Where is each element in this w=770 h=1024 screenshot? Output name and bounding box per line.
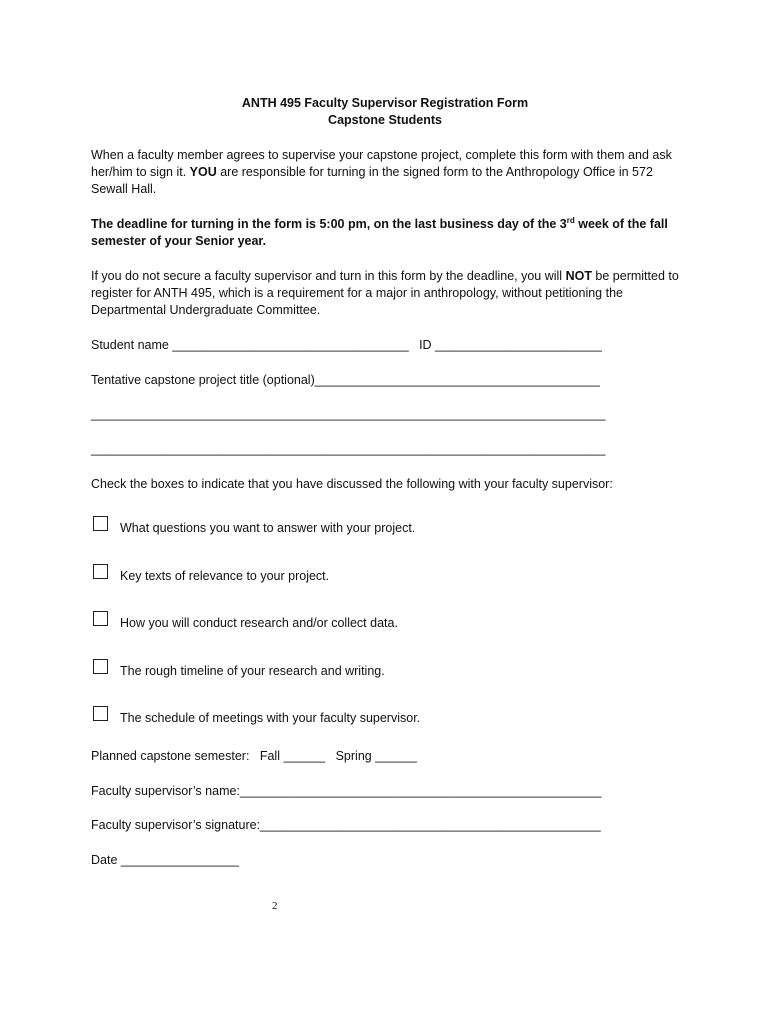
supervisor-name-field[interactable]: Faculty supervisor’s name:____________________________________________________ (91, 784, 602, 798)
checkbox-meetings[interactable] (93, 706, 108, 721)
form-subtitle: Capstone Students (328, 113, 442, 127)
checkbox-key-texts[interactable] (93, 564, 108, 579)
checkbox-timeline[interactable] (93, 659, 108, 674)
supervisor-signature-field[interactable]: Faculty supervisor’s signature:_________________________________________________ (91, 818, 601, 832)
intro-emphasis: YOU (189, 165, 217, 179)
project-title-line-2[interactable]: __________________________________________________________________________ (91, 407, 606, 421)
date-field[interactable]: Date _________________ (91, 853, 240, 867)
checkbox-label-questions: What questions you want to answer with your project. (120, 521, 416, 535)
student-name-field[interactable]: Student name __________________________________ ID ________________________ (91, 338, 602, 352)
page-number: 2 (272, 900, 278, 912)
checkbox-label-meetings: The schedule of meetings with your faculty supervisor. (120, 711, 421, 725)
intro-paragraph: When a faculty member agrees to supervise your capstone project, complete this form with them and ask her/him to sign it. YOU are responsible for turning in the signed form to the Anthropology Office in 572 Sewall Hall. (91, 148, 672, 196)
checkbox-label-research-method: How you will conduct research and/or collect data. (120, 616, 398, 630)
checkbox-research-method[interactable] (93, 611, 108, 626)
checkbox-questions[interactable] (93, 516, 108, 531)
warning-emphasis: NOT (565, 269, 592, 283)
project-title-line-3[interactable]: __________________________________________________________________________ (91, 442, 606, 456)
checkbox-label-key-texts: Key texts of relevance to your project. (120, 569, 330, 583)
checkbox-label-timeline: The rough timeline of your research and writing. (120, 664, 385, 678)
warning-paragraph: If you do not secure a faculty supervisor and turn in this form by the deadline, you will NOT be permitted to register for ANTH 495, which is a requirement for a major in anthropology, without petitioning the Departmental Undergraduate Committee. (91, 269, 679, 317)
checklist-instruction: Check the boxes to indicate that you have discussed the following with your faculty supervisor: (91, 477, 613, 491)
form-title: ANTH 495 Faculty Supervisor Registration Form (241, 96, 529, 110)
project-title-field[interactable]: Tentative capstone project title (optional)_________________________________________ (91, 373, 600, 387)
semester-field[interactable]: Planned capstone semester: Fall ______ Spring ______ (91, 749, 417, 763)
deadline-paragraph: The deadline for turning in the form is 5:00 pm, on the last business day of the 3rd week of the fall semester of your Senior year. (91, 215, 668, 248)
